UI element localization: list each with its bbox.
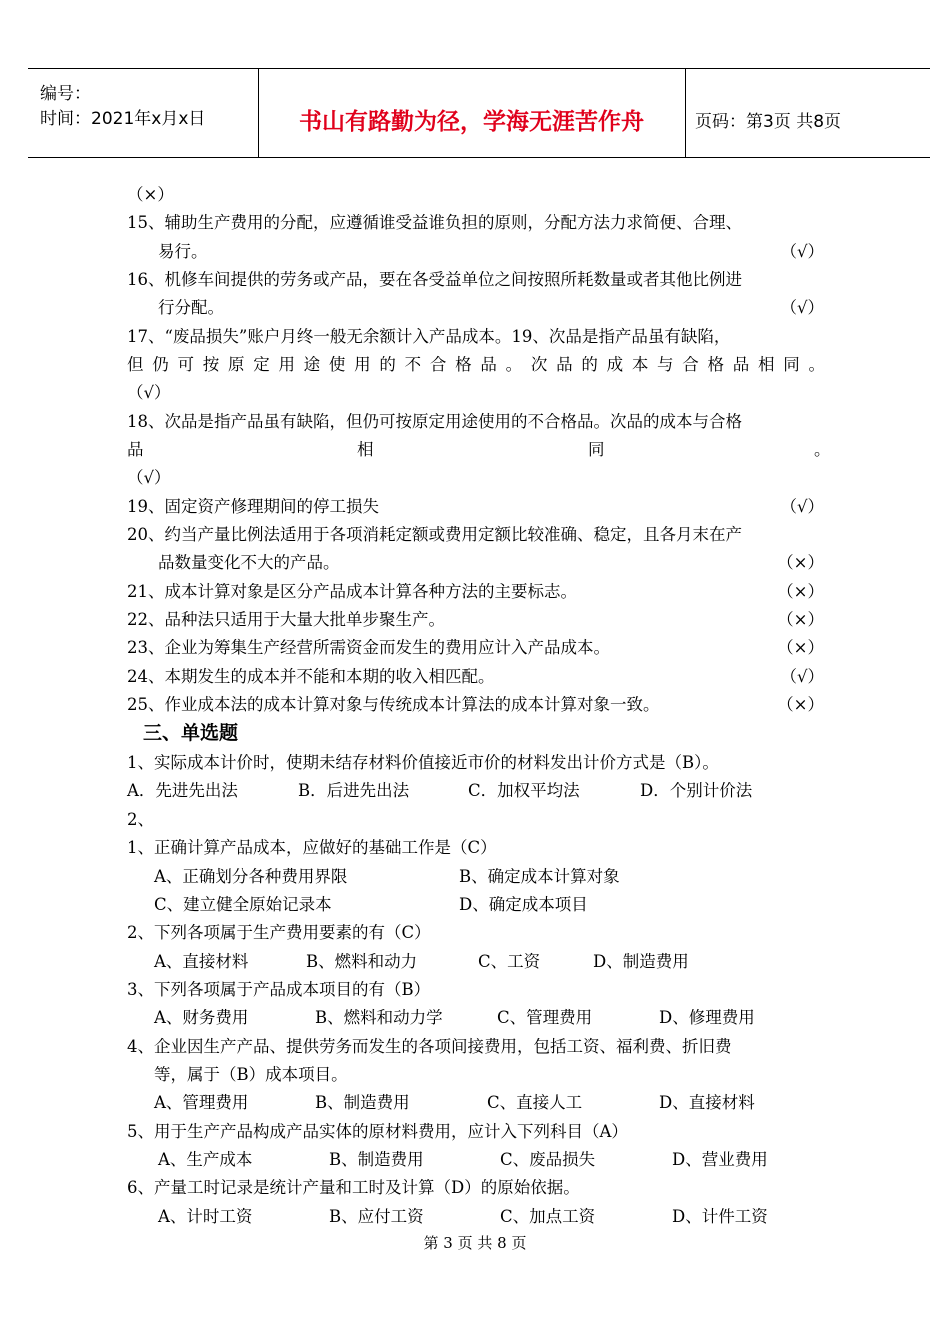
item-21-mark: （×） [777, 582, 824, 601]
question-1-option-a: A、正确划分各种费用界限 [154, 867, 348, 886]
question-1: 1、正确计算产品成本，应做好的基础工作是（C） [127, 838, 497, 857]
question-2-option-b: B、燃料和动力 [306, 952, 418, 971]
question-4-option-c: C、直接人工 [487, 1093, 583, 1112]
item-17-line1: 17、“废品损失”账户月终一般无余额计入产品成本。19、次品是指产品虽有缺陷， [127, 327, 731, 346]
question-5-option-a: A、生产成本 [158, 1150, 253, 1169]
item-18-line2-c: 同 [588, 440, 605, 459]
item-18-line2-b: 相 [357, 440, 374, 459]
item-15-mark: （√） [780, 242, 824, 261]
question-1-option-c: C、建立健全原始记录本 [154, 895, 332, 914]
number-label: 编号： [40, 84, 91, 104]
item-19-text: 19、固定资产修理期间的停工损失 [127, 497, 379, 516]
question-5: 5、用于生产产品构成产品实体的原材料费用，应计入下列科目（A） [127, 1122, 628, 1141]
prev-mark: （×） [127, 185, 174, 204]
question-2-option-c: C、工资 [478, 952, 541, 971]
question-4-option-d: D、直接材料 [659, 1093, 755, 1112]
question-4-option-b: B、制造费用 [315, 1093, 410, 1112]
item-24-text: 24、本期发生的成本并不能和本期的收入相匹配。 [127, 667, 495, 686]
item-17-line3: （√） [127, 383, 171, 402]
item-20-mark: （×） [777, 553, 824, 572]
item-23-mark: （×） [777, 638, 824, 657]
question-6-option-b: B、应付工资 [329, 1207, 424, 1226]
header-right-cell [685, 69, 930, 157]
question-5-option-b: B、制造费用 [329, 1150, 424, 1169]
item-22-mark: （×） [777, 610, 824, 629]
sc-q1: 1、实际成本计价时，使期未结存材料价值接近市价的材料发出计价方式是（B）。 [127, 753, 719, 772]
sc-q1-option-d: D．个别计价法 [640, 781, 753, 800]
question-4-option-a: A、管理费用 [154, 1093, 249, 1112]
item-18-line2-a: 品 [127, 440, 144, 459]
motto: 书山有路勤为径，学海无涯苦作舟 [299, 109, 644, 135]
sc-q1-option-a: A．先进先出法 [127, 781, 238, 800]
page-info: 页码：第3页 共8页 [695, 112, 842, 132]
item-20-line2: 品数量变化不大的产品。 [158, 553, 340, 572]
question-3-option-a: A、财务费用 [154, 1008, 249, 1027]
sc-q1-option-b: B．后进先出法 [298, 781, 410, 800]
question-3-option-b: B、燃料和动力学 [315, 1008, 443, 1027]
question-6-option-c: C、加点工资 [500, 1207, 596, 1226]
item-21-text: 21、成本计算对象是区分产品成本计算各种方法的主要标志。 [127, 582, 577, 601]
question-6-option-d: D、计件工资 [672, 1207, 768, 1226]
sc-q2: 2、 [127, 810, 154, 829]
section-title: 三、单选题 [143, 722, 239, 744]
question-2-option-d: D、制造费用 [593, 952, 689, 971]
item-16-line2: 行分配。 [158, 298, 224, 317]
time-label: 时间：2021年x月x日 [40, 109, 206, 129]
header-left-cell [28, 69, 259, 157]
question-5-option-c: C、废品损失 [500, 1150, 596, 1169]
question-1-option-d: D、确定成本项目 [459, 895, 588, 914]
question-4-line1: 4、企业因生产产品、提供劳务而发生的各项间接费用，包括工资、福利费、折旧费 [127, 1037, 732, 1056]
header-middle-cell [258, 69, 686, 157]
item-15-line2: 易行。 [158, 242, 208, 261]
page-footer: 第 3 页 共 8 页 [423, 1234, 527, 1252]
item-18-line2-d: 。 [814, 440, 831, 459]
question-5-option-d: D、营业费用 [672, 1150, 768, 1169]
item-24-mark: （√） [780, 667, 824, 686]
question-3-option-c: C、管理费用 [497, 1008, 593, 1027]
question-6: 6、产量工时记录是统计产量和工时及计算（D）的原始依据。 [127, 1178, 580, 1197]
item-18-line3: （√） [127, 468, 171, 487]
question-2: 2、下列各项属于生产费用要素的有（C） [127, 923, 431, 942]
item-15-line1: 15、辅助生产费用的分配，应遵循谁受益谁负担的原则，分配方法力求简便、合理、 [127, 213, 742, 232]
item-22-text: 22、品种法只适用于大量大批单步聚生产。 [127, 610, 445, 629]
question-2-option-a: A、直接材料 [154, 952, 249, 971]
item-18-line1: 18、次品是指产品虽有缺陷，但仍可按原定用途使用的不合格品。次品的成本与合格 [127, 412, 742, 431]
item-25-text: 25、作业成本法的成本计算对象与传统成本计算法的成本计算对象一致。 [127, 695, 660, 714]
item-25-mark: （×） [777, 695, 824, 714]
item-23-text: 23、企业为筹集生产经营所需资金而发生的费用应计入产品成本。 [127, 638, 610, 657]
question-3-option-d: D、修理费用 [659, 1008, 755, 1027]
item-20-line1: 20、约当产量比例法适用于各项消耗定额或费用定额比较准确、稳定，且各月末在产 [127, 525, 742, 544]
sc-q1-option-c: C．加权平均法 [468, 781, 580, 800]
item-17-line2: 但仍可按原定用途使用的不合格品。次品的成本与合格品相同。 [127, 355, 825, 374]
item-16-mark: （√） [780, 298, 824, 317]
question-4-line2: 等，属于（B）成本项目。 [154, 1065, 348, 1084]
question-6-option-a: A、计时工资 [158, 1207, 253, 1226]
question-3: 3、下列各项属于产品成本项目的有（B） [127, 980, 431, 999]
question-1-option-b: B、确定成本计算对象 [459, 867, 620, 886]
item-19-mark: （√） [780, 497, 824, 516]
item-16-line1: 16、机修车间提供的劳务或产品，要在各受益单位之间按照所耗数量或者其他比例进 [127, 270, 742, 289]
page-header [28, 68, 930, 158]
